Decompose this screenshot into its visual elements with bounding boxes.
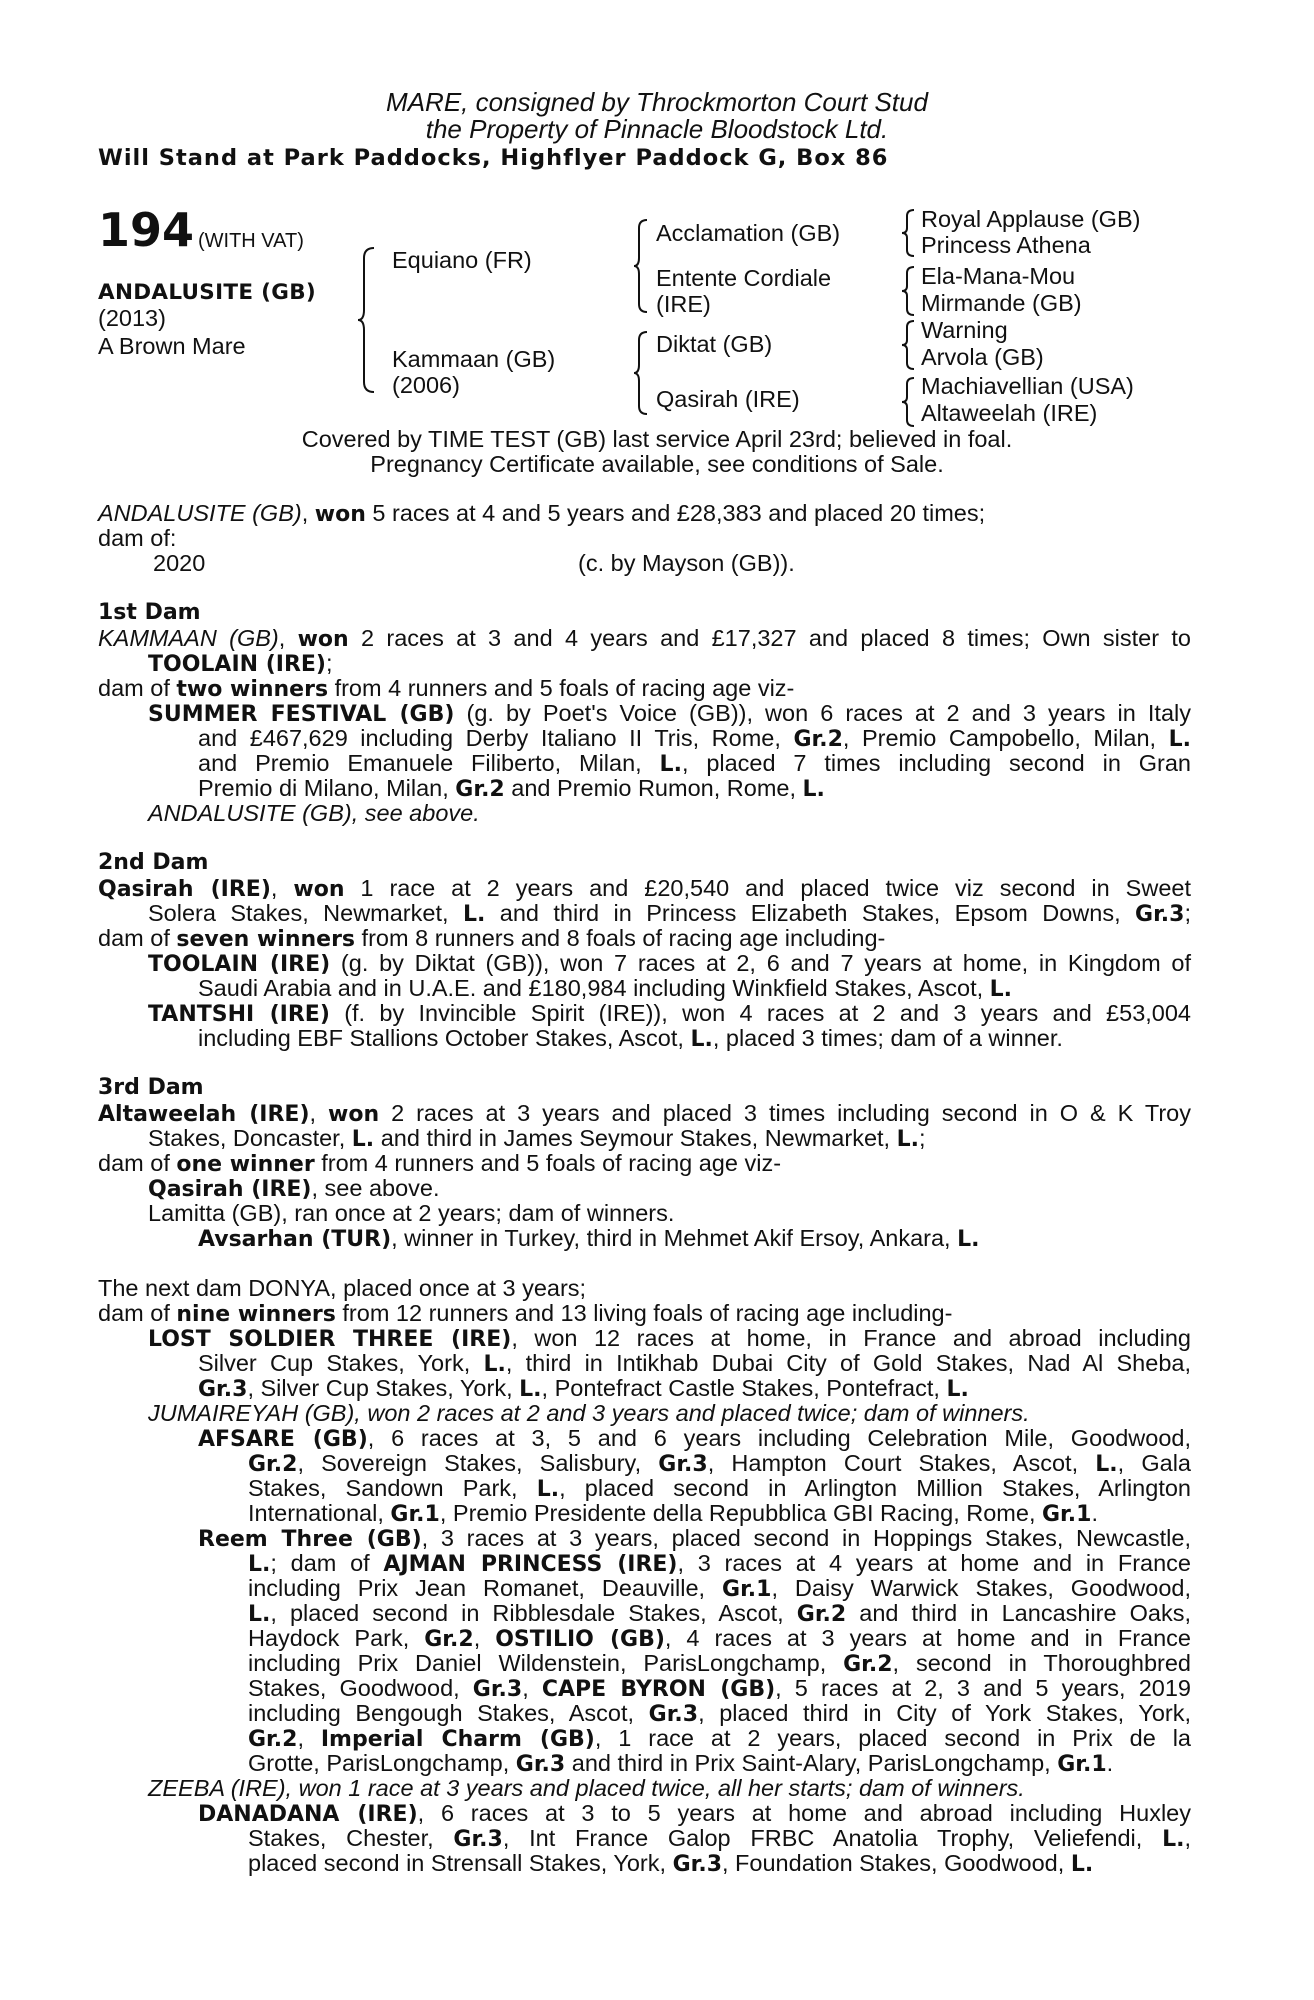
pedigree-sire: Equiano (FR) [392, 247, 532, 273]
pedigree-sss: Royal Applause (GB) [921, 206, 1141, 232]
text: 2 races at 3 years and placed 3 times including second in O & K Troy [379, 1100, 1191, 1126]
listed: L. [946, 1377, 969, 1402]
next-dam-line-21: ZEEBA (IRE), won 1 race at 3 years and placed twice, all her starts; dam of winners. [148, 1775, 1025, 1801]
listed: L. [248, 1602, 271, 1627]
pedigree-sire-dam-1: Entente Cordiale [656, 265, 832, 291]
next-dam-line-22 [198, 1800, 1191, 1828]
text: Stakes, Goodwood, [248, 1675, 473, 1701]
pedigree-dsd: Arvola (GB) [921, 344, 1044, 370]
gen3-brace-3 [902, 319, 916, 371]
next-dam-line-19 [248, 1725, 1191, 1753]
winners-count: one winner [176, 1152, 315, 1177]
grade: Gr.2 [424, 1627, 474, 1652]
lot-number: 194 [98, 203, 195, 257]
second-dam-line-3 [98, 925, 885, 953]
listed: L. [351, 1127, 375, 1152]
text: (g. by Diktat (GB)), won 7 races at 2, 6 and 7 years at home, in Kingdom of [330, 950, 1191, 976]
listed: L. [690, 1027, 713, 1052]
first-dam-won: won [297, 627, 349, 652]
listed: L. [896, 1127, 919, 1152]
grade: Gr.3 [198, 1377, 248, 1402]
first-dam-line-4 [148, 700, 1191, 728]
text: including Prix Daniel Wildenstein, ParisLongchamp, [248, 1650, 844, 1676]
pedigree-dss: Warning [921, 317, 1008, 343]
sire-parents-brace [634, 218, 650, 314]
text: , 6 races at 3 to 5 years at home and abroad including Huxley [417, 1800, 1191, 1826]
second-dam-line-7 [198, 1025, 1063, 1053]
text: , Foundation Stakes, Goodwood, [722, 1850, 1071, 1876]
sire-dam-brace [358, 246, 378, 394]
text: , placed second in Arlington Million Stakes, Arlington [559, 1475, 1191, 1501]
second-dam-heading: 2nd Dam [98, 850, 209, 875]
listed: L. [957, 1227, 980, 1252]
third-dam-line-5: Lamitta (GB), ran once at 2 years; dam of winners. [148, 1200, 675, 1226]
text: and third in Prix Saint-Alary, ParisLongchamp, [565, 1750, 1058, 1776]
pedigree-sire-dam-2: (IRE) [656, 291, 711, 317]
lost-soldier-three: LOST SOLDIER THREE (IRE) [148, 1327, 512, 1352]
next-dam-line-3 [148, 1325, 1191, 1353]
second-dam-line-1 [98, 875, 1191, 903]
next-dam-line-24 [248, 1850, 1093, 1878]
third-dam-line-1 [98, 1100, 1191, 1128]
text: (f. by Invincible Spirit (IRE)), won 4 races at 2 and 3 years and £53,004 [329, 1000, 1192, 1026]
next-dam-line-9 [248, 1475, 1191, 1503]
winners-count: two winners [176, 677, 329, 702]
winners-count: seven winners [176, 927, 356, 952]
text: , second in Thoroughbred [892, 1650, 1191, 1676]
next-dam-line-7 [198, 1425, 1191, 1453]
altaweelah: Altaweelah (IRE) [98, 1102, 310, 1127]
dam-of-text: dam of [98, 675, 177, 701]
grade: Gr.3 [515, 1752, 566, 1777]
text: including Bengough Stakes, Ascot, [248, 1700, 649, 1726]
listed: L. [483, 1352, 506, 1377]
text: , [297, 1725, 321, 1751]
certificate-line: Pregnancy Certificate available, see conditions of Sale. [370, 451, 944, 477]
text: ; dam of [270, 1550, 384, 1576]
covered-line: Covered by TIME TEST (GB) last service April 23rd; believed in foal. [301, 426, 1013, 452]
gen3-brace-1 [902, 208, 916, 258]
text: Grotte, ParisLongchamp, [248, 1750, 516, 1776]
text: , Daisy Warwick Stakes, Goodwood, [771, 1575, 1191, 1601]
listed: L. [519, 1377, 542, 1402]
listed: L. [1168, 727, 1192, 752]
text: placed second in Strensall Stakes, York, [248, 1850, 673, 1876]
text: , Hampton Court Stakes, Ascot, [707, 1450, 1096, 1476]
text: , [270, 875, 294, 901]
grade: Gr.1 [1042, 1502, 1092, 1527]
first-dam-semicolon: ; [325, 650, 333, 676]
foal-desc: (c. by Mayson (GB)). [578, 550, 795, 576]
first-dam-line-2 [148, 650, 333, 678]
pedigree-ddd: Altaweelah (IRE) [921, 400, 1098, 426]
summer-festival-text: (g. by Poet's Voice (GB)), won 6 races at 2 and 3 years in Italy [454, 700, 1192, 726]
ajman-princess: AJMAN PRINCESS (IRE) [383, 1552, 678, 1577]
consignor-line: MARE, consigned by Throckmorton Court Stud [386, 87, 928, 117]
cape-byron: CAPE BYRON (GB) [541, 1677, 776, 1702]
first-dam-line-7 [198, 775, 825, 803]
summer-festival: SUMMER FESTIVAL (GB) [148, 702, 455, 727]
second-dam-line-4 [148, 950, 1191, 978]
first-dam-heading: 1st Dam [98, 600, 201, 625]
text: and third in Lancashire Oaks, [846, 1600, 1192, 1626]
text: , placed third in City of York Stakes, York, [698, 1700, 1191, 1726]
next-dam-line-14 [248, 1600, 1191, 1628]
listed: L. [1095, 1452, 1118, 1477]
text: , Silver Cup Stakes, York, [247, 1375, 520, 1401]
toolain: TOOLAIN (IRE) [148, 952, 331, 977]
next-dam-line-18 [248, 1700, 1191, 1728]
text: , placed 3 times; dam of a winner. [712, 1025, 1063, 1051]
next-dam-line-23 [248, 1825, 1191, 1853]
horse-name: ANDALUSITE (GB) [98, 280, 317, 305]
pedigree-dds: Machiavellian (USA) [921, 373, 1134, 399]
pedigree-sire-sire: Acclamation (GB) [656, 220, 841, 246]
text: Haydock Park, [248, 1625, 425, 1651]
foal-year: 2020 [153, 550, 206, 576]
text: Stakes, Sandown Park, [248, 1475, 537, 1501]
text: , Premio Campobello, Milan, [842, 725, 1169, 751]
text: dam of [98, 1150, 177, 1176]
text: Premio di Milano, Milan, [198, 775, 456, 801]
intro-dam-of: dam of: [98, 525, 177, 551]
first-dam-line-1: KAMMAAN (GB), won 2 races at 3 and 4 years and £17,327 and placed 8 times; Own sister to [98, 625, 1191, 652]
next-dam-line-12 [248, 1550, 1191, 1578]
afsare: AFSARE (GB) [198, 1427, 368, 1452]
pedigree-sds: Ela-Mana-Mou [921, 263, 1076, 289]
qasirah: Qasirah (IRE) [98, 877, 271, 902]
text: Stakes, Doncaster, [148, 1125, 352, 1151]
text: , Pontefract Castle Stakes, Pontefract, [541, 1375, 947, 1401]
text: Solera Stakes, Newmarket, [148, 900, 463, 926]
text: , Sovereign Stakes, Salisbury, [297, 1450, 659, 1476]
text: 1 race at 2 years and £20,540 and placed twice viz second in Sweet [344, 875, 1191, 901]
qasirah: Qasirah (IRE) [148, 1177, 312, 1202]
danadana: DANADANA (IRE) [198, 1802, 418, 1827]
first-dam-line-8: ANDALUSITE (GB), see above. [148, 800, 480, 826]
text: , Int France Galop FRBC Anatolia Trophy, Veliefendi, [502, 1825, 1163, 1851]
text: , winner in Turkey, third in Mehmet Akif Ersoy, Ankara, [391, 1225, 958, 1251]
text: Saudi Arabia and in U.A.E. and £180,984 including Winkfield Stakes, Ascot, [198, 975, 990, 1001]
winners-count: nine winners [176, 1302, 336, 1327]
next-dam-line-10 [248, 1500, 1098, 1528]
grade: Gr.2 [248, 1452, 298, 1477]
text: including EBF Stallions October Stakes, Ascot, [198, 1025, 691, 1051]
text: , 4 races at 3 years at home and in France [664, 1625, 1191, 1651]
next-dam-line-5 [198, 1375, 969, 1403]
text: , [1184, 1825, 1191, 1851]
imperial-charm: Imperial Charm (GB) [320, 1727, 595, 1752]
next-dam-line-6: JUMAIREYAH (GB), won 2 races at 2 and 3 years and placed twice; dam of winners. [148, 1400, 1030, 1426]
pedigree-dam-sire: Diktat (GB) [656, 331, 773, 357]
listed: L. [536, 1477, 560, 1502]
text: , placed second in Ribblesdale Stakes, Ascot, [270, 1600, 797, 1626]
grade: Gr.1 [722, 1577, 772, 1602]
text: , Premio Presidente della Repubblica GBI Racing, Rome, [439, 1500, 1042, 1526]
first-dam-text: 2 races at 3 and 4 years and £17,327 and placed 8 times; Own sister to [348, 625, 1191, 651]
listed: L. [462, 902, 486, 927]
text: including Prix Jean Romanet, Deauville, [248, 1575, 723, 1601]
grade: Gr.2 [455, 777, 505, 802]
text: ; [919, 1125, 926, 1151]
text: Stakes, Chester, [248, 1825, 454, 1851]
third-dam-line-6 [198, 1225, 979, 1253]
text: and third in Princess Elizabeth Stakes, Epsom Downs, [485, 900, 1136, 926]
text: and £467,629 including Derby Italiano II Tris, Rome, [198, 725, 794, 751]
listed: L. [1162, 1827, 1185, 1852]
avsarhan: Avsarhan (TUR) [198, 1227, 392, 1252]
location-line: Will Stand at Park Paddocks, Highflyer Paddock G, Box 86 [98, 145, 889, 171]
next-dam-line-4 [198, 1350, 1191, 1378]
next-dam-line-2 [98, 1300, 952, 1328]
grade: Gr.3 [453, 1827, 503, 1852]
next-dam-line-17 [248, 1675, 1191, 1703]
text: , 3 races at 3 years, placed second in Hoppings Stakes, Newcastle, [421, 1525, 1191, 1551]
tantshi: TANTSHI (IRE) [148, 1002, 330, 1027]
third-dam-line-3 [98, 1150, 781, 1178]
text: from 8 runners and 8 foals of racing age including- [355, 925, 886, 951]
text: and Premio Emanuele Filiberto, Milan, [198, 750, 660, 776]
text: , third in Intikhab Dubai City of Gold Stakes, Nad Al Sheba, [505, 1350, 1191, 1376]
second-dam-line-2 [148, 900, 1191, 928]
text: , 6 races at 3, 5 and 6 years including Celebration Mile, Goodwood, [367, 1425, 1191, 1451]
intro-won: won [314, 502, 366, 527]
text: , see above. [311, 1175, 440, 1201]
text: and third in James Seymour Stakes, Newmarket, [374, 1125, 897, 1151]
ostilio: OSTILIO (GB) [495, 1627, 665, 1652]
text: , [473, 1625, 496, 1651]
text: and Premio Rumon, Rome, [504, 775, 803, 801]
grade: Gr.3 [672, 1852, 722, 1877]
text: , placed 7 times including second in Gran [681, 750, 1191, 776]
grade: Gr.1 [1057, 1752, 1107, 1777]
pedigree-ssd: Princess Athena [921, 232, 1091, 258]
second-dam-line-6 [148, 1000, 1191, 1028]
first-dam-line-6 [198, 750, 1191, 778]
text: , [522, 1675, 542, 1701]
pedigree-dam: Kammaan (GB) [392, 346, 556, 372]
next-dam-line-11 [198, 1525, 1191, 1553]
first-dam-line-5 [198, 725, 1191, 753]
listed: L. [1070, 1852, 1094, 1877]
grade: Gr.2 [796, 1602, 847, 1627]
text: International, [248, 1500, 391, 1526]
next-dam-line-16 [248, 1650, 1191, 1678]
text: from 12 runners and 13 living foals of racing age including- [335, 1300, 953, 1326]
third-dam-heading: 3rd Dam [98, 1075, 204, 1100]
vat-label: (WITH VAT) [198, 230, 304, 252]
text: , [309, 1100, 328, 1126]
listed: L. [802, 777, 825, 802]
listed: L. [989, 977, 1013, 1002]
pedigree-dam-dam: Qasirah (IRE) [656, 386, 800, 412]
won: won [328, 1102, 380, 1127]
intro-rest: 5 races at 4 and 5 years and £28,383 and placed 20 times; [365, 500, 986, 526]
grade: Gr.3 [658, 1452, 708, 1477]
won: won [293, 877, 345, 902]
text: Silver Cup Stakes, York, [198, 1350, 484, 1376]
first-dam-name: KAMMAAN (GB) [98, 625, 279, 651]
pedigree-sdd: Mirmande (GB) [921, 290, 1082, 316]
grade: Gr.2 [843, 1652, 893, 1677]
horse-description: A Brown Mare [98, 333, 246, 359]
text: , won 12 races at home, in France and abroad including [511, 1325, 1191, 1351]
property-line: the Property of Pinnacle Bloodstock Ltd. [425, 114, 889, 144]
next-dam-line-13 [248, 1575, 1191, 1603]
grade: Gr.3 [648, 1702, 699, 1727]
next-dam-line-1: The next dam DONYA, placed once at 3 years; [98, 1275, 587, 1301]
first-dam-sister: TOOLAIN (IRE) [148, 652, 326, 677]
intro-name: ANDALUSITE (GB) [98, 500, 302, 526]
grade: Gr.1 [390, 1502, 440, 1527]
grade: Gr.2 [248, 1727, 298, 1752]
text: , Gala [1117, 1450, 1191, 1476]
text: from 4 runners and 5 foals of racing age viz- [314, 1150, 782, 1176]
next-dam-line-8 [248, 1450, 1191, 1478]
first-dam-line-3 [98, 675, 794, 703]
runners-text: from 4 runners and 5 foals of racing age viz- [328, 675, 795, 701]
second-dam-line-5 [198, 975, 1012, 1003]
text: dam of [98, 925, 177, 951]
third-dam-line-2 [148, 1125, 926, 1153]
pedigree-dam-year: (2006) [392, 372, 460, 398]
listed: L. [248, 1552, 271, 1577]
intro-line: ANDALUSITE (GB), won 5 races at 4 and 5 years and £28,383 and placed 20 times; [98, 500, 986, 527]
text: ; [1184, 900, 1191, 926]
text: , 5 races at 2, 3 and 5 years, 2019 [775, 1675, 1191, 1701]
horse-year: (2013) [98, 305, 166, 331]
next-dam-line-20 [248, 1750, 1113, 1778]
reem-three: Reem Three (GB) [198, 1527, 422, 1552]
grade: Gr.3 [472, 1677, 523, 1702]
gen3-brace-2 [902, 265, 916, 317]
text: , 1 race at 2 years, placed second in Prix de la [594, 1725, 1191, 1751]
text: , 3 races at 4 years at home and in France [677, 1550, 1191, 1576]
dam-parents-brace [634, 330, 650, 416]
gen3-brace-4 [902, 376, 916, 428]
text: . [1091, 1500, 1098, 1526]
listed: L. [659, 752, 682, 777]
text: dam of [98, 1300, 177, 1326]
grade: Gr.3 [1135, 902, 1185, 927]
text: . [1106, 1750, 1114, 1776]
next-dam-line-15 [248, 1625, 1191, 1653]
grade: Gr.2 [793, 727, 843, 752]
third-dam-line-4 [148, 1175, 440, 1203]
